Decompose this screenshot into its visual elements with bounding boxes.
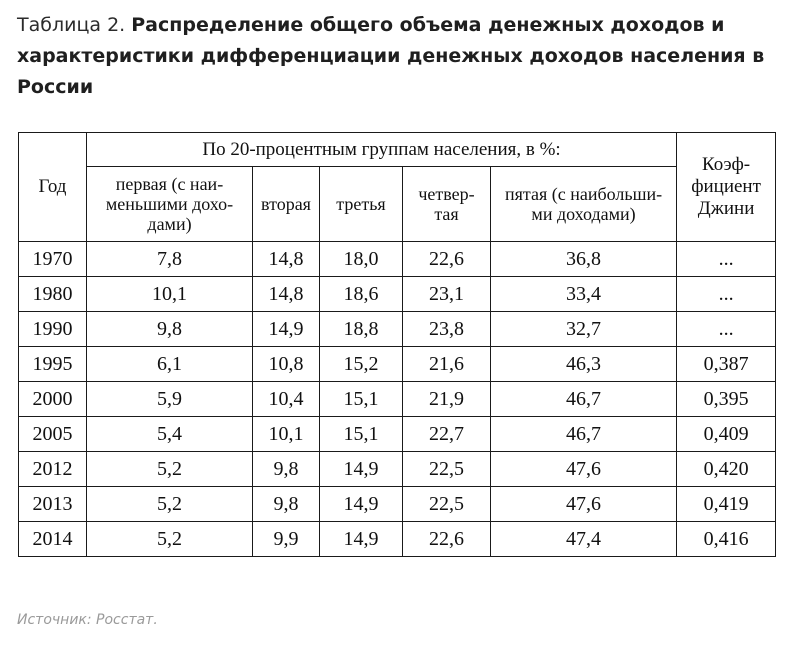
quintile-5-cell: 47,4: [491, 522, 677, 557]
gini-column-header: [677, 133, 776, 242]
quintile-5-header-text: пятая (с наибольши-ми доходами): [504, 184, 663, 224]
quintile-3-header: третья: [320, 167, 403, 242]
quintile-4-header: [403, 167, 491, 242]
table-row: [19, 452, 776, 487]
gini-cell: 0,419: [677, 487, 776, 522]
table-row: [19, 242, 776, 277]
quintile-3-cell: 14,9: [320, 487, 403, 522]
caption-title: Распределение общего объема денежных доходов и характеристики дифференциации денежных доходов населения в России: [17, 14, 765, 98]
caption-prefix: Таблица 2.: [17, 14, 126, 36]
year-cell: 1995: [19, 347, 87, 382]
year-cell: 1980: [19, 277, 87, 312]
quintile-1-header-text: первая (с наи-меньшими дохо-дами): [105, 174, 234, 234]
table-row: [19, 277, 776, 312]
gini-cell: ...: [677, 277, 776, 312]
quintile-5-cell: 46,7: [491, 417, 677, 452]
group-column-header: По 20-процентным группам населения, в %:: [87, 133, 677, 167]
quintile-2-cell: 10,4: [253, 382, 320, 417]
year-cell: 2000: [19, 382, 87, 417]
quintile-3-cell: 18,0: [320, 242, 403, 277]
quintile-4-cell: 22,5: [403, 452, 491, 487]
quintile-5-cell: 32,7: [491, 312, 677, 347]
table-caption: [17, 10, 777, 103]
year-cell: 1970: [19, 242, 87, 277]
quintile-1-cell: 5,9: [87, 382, 253, 417]
quintile-5-cell: 47,6: [491, 452, 677, 487]
quintile-2-cell: 10,1: [253, 417, 320, 452]
quintile-4-cell: 23,1: [403, 277, 491, 312]
quintile-1-cell: 7,8: [87, 242, 253, 277]
income-distribution-table: [18, 132, 776, 557]
gini-header-text: Коэф-фициент Джини: [691, 154, 761, 219]
quintile-4-cell: 21,9: [403, 382, 491, 417]
quintile-5-cell: 46,3: [491, 347, 677, 382]
gini-cell: 0,409: [677, 417, 776, 452]
quintile-2-cell: 14,8: [253, 277, 320, 312]
quintile-1-cell: 5,2: [87, 487, 253, 522]
quintile-5-cell: 33,4: [491, 277, 677, 312]
quintile-4-cell: 22,5: [403, 487, 491, 522]
quintile-3-cell: 15,1: [320, 417, 403, 452]
table-row: [19, 312, 776, 347]
year-cell: 2012: [19, 452, 87, 487]
quintile-2-cell: 9,8: [253, 487, 320, 522]
quintile-1-cell: 10,1: [87, 277, 253, 312]
quintile-1-cell: 9,8: [87, 312, 253, 347]
quintile-5-header: [491, 167, 677, 242]
year-cell: 2005: [19, 417, 87, 452]
quintile-4-cell: 22,6: [403, 522, 491, 557]
quintile-4-header-text: четвер-тая: [418, 184, 475, 224]
quintile-2-cell: 9,8: [253, 452, 320, 487]
quintile-5-cell: 47,6: [491, 487, 677, 522]
year-column-header: Год: [19, 133, 87, 242]
quintile-5-cell: 36,8: [491, 242, 677, 277]
quintile-3-cell: 14,9: [320, 452, 403, 487]
quintile-3-cell: 14,9: [320, 522, 403, 557]
table-row: [19, 417, 776, 452]
quintile-3-cell: 18,6: [320, 277, 403, 312]
year-cell: 1990: [19, 312, 87, 347]
gini-cell: 0,420: [677, 452, 776, 487]
table-row: [19, 347, 776, 382]
table-row: [19, 487, 776, 522]
quintile-4-cell: 22,7: [403, 417, 491, 452]
quintile-3-cell: 15,1: [320, 382, 403, 417]
quintile-3-cell: 18,8: [320, 312, 403, 347]
quintile-4-cell: 22,6: [403, 242, 491, 277]
quintile-4-cell: 23,8: [403, 312, 491, 347]
quintile-2-header: вторая: [253, 167, 320, 242]
quintile-5-cell: 46,7: [491, 382, 677, 417]
source-note: Источник: Росстат.: [17, 612, 158, 628]
quintile-3-cell: 15,2: [320, 347, 403, 382]
quintile-2-cell: 10,8: [253, 347, 320, 382]
table-row: [19, 382, 776, 417]
quintile-1-cell: 5,4: [87, 417, 253, 452]
table-row: [19, 522, 776, 557]
quintile-1-cell: 5,2: [87, 522, 253, 557]
quintile-2-cell: 9,9: [253, 522, 320, 557]
quintile-2-cell: 14,8: [253, 242, 320, 277]
quintile-1-cell: 6,1: [87, 347, 253, 382]
year-cell: 2013: [19, 487, 87, 522]
gini-cell: ...: [677, 312, 776, 347]
quintile-4-cell: 21,6: [403, 347, 491, 382]
quintile-1-header: [87, 167, 253, 242]
gini-cell: 0,387: [677, 347, 776, 382]
gini-cell: ...: [677, 242, 776, 277]
quintile-2-cell: 14,9: [253, 312, 320, 347]
gini-cell: 0,395: [677, 382, 776, 417]
gini-cell: 0,416: [677, 522, 776, 557]
year-cell: 2014: [19, 522, 87, 557]
quintile-1-cell: 5,2: [87, 452, 253, 487]
